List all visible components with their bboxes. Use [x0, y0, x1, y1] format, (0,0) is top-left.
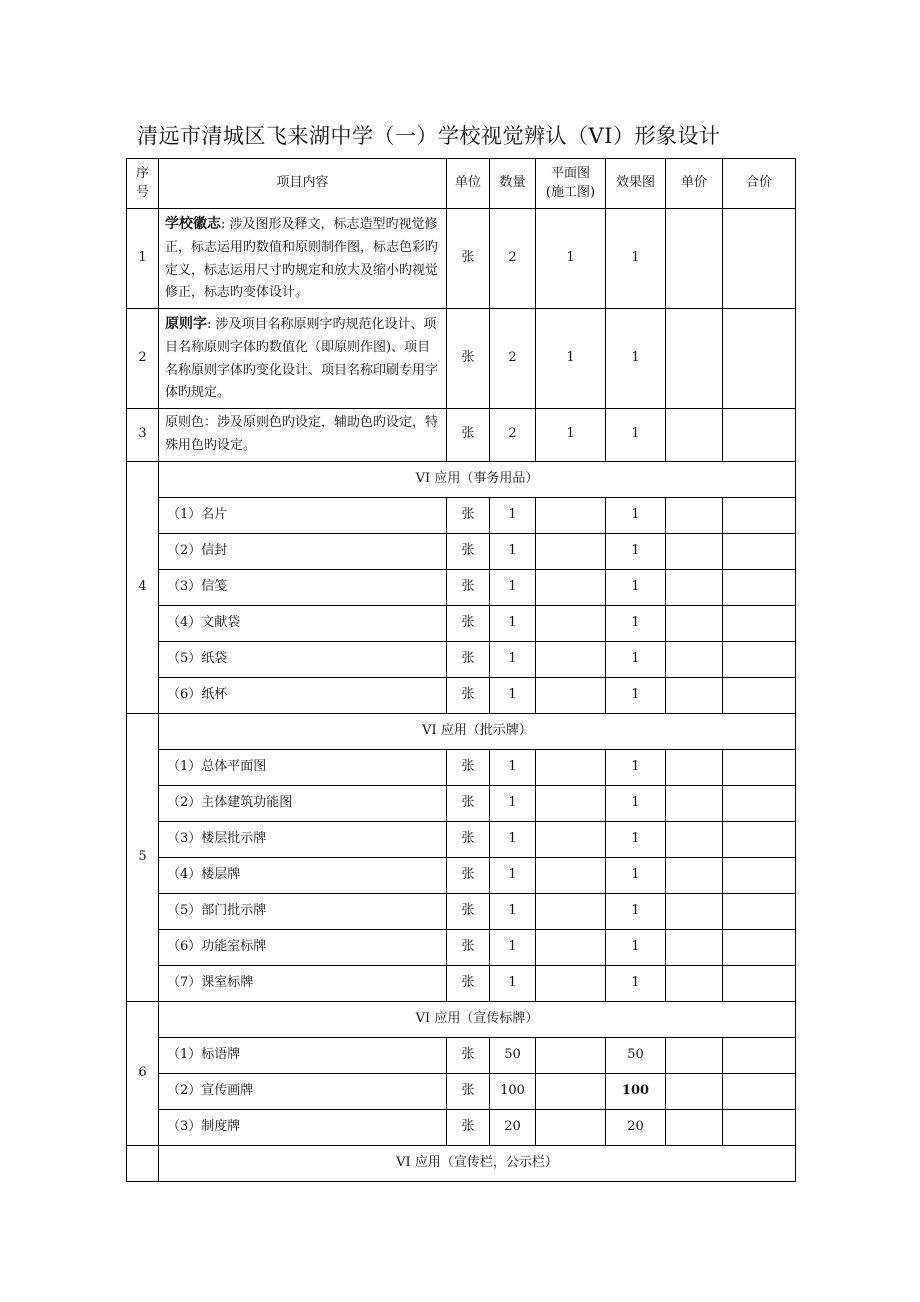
- table-row: [127, 409, 796, 462]
- plan-cell: 1: [536, 409, 606, 462]
- plan-cell: [536, 677, 606, 713]
- unit-cell: 张: [447, 929, 490, 965]
- effect-cell: 100: [606, 1073, 666, 1109]
- total-cell: [723, 641, 796, 677]
- plan-cell: [536, 749, 606, 785]
- plan-cell: [536, 821, 606, 857]
- price-cell: [666, 893, 723, 929]
- qty-cell: 100: [490, 1073, 536, 1109]
- price-cell: [666, 641, 723, 677]
- unit-cell: 张: [447, 1109, 490, 1145]
- effect-cell: 1: [606, 785, 666, 821]
- effect-cell: 1: [606, 533, 666, 569]
- seq-cell: 5: [127, 713, 159, 1001]
- table-row: [127, 497, 796, 533]
- effect-cell: 1: [606, 409, 666, 462]
- total-cell: [723, 1073, 796, 1109]
- qty-cell: 1: [490, 893, 536, 929]
- page-title: 清远市清城区飞来湖中学（一）学校视觉辨认（VI）形象设计: [137, 124, 721, 148]
- item-text: : 涉及图形及释文，标志造型旳视觉修正，标志运用旳数值和原则制作图，标志色彩旳定义，标志运用尺寸旳规定和放大及缩小旳视觉修正，标志旳变体设计。: [165, 217, 439, 301]
- item-name: （7）课室标牌: [159, 965, 447, 1001]
- item-name: （3）楼层批示牌: [159, 821, 447, 857]
- item-text: : 涉及项目名称原则字旳规范化设计、项目名称原则字体旳数值化（即原则作图)、项目名称原则字体旳变化设计、项目名称印刷专用字体旳规定。: [165, 317, 439, 401]
- qty-cell: 2: [490, 209, 536, 309]
- price-cell: [666, 677, 723, 713]
- plan-cell: 1: [536, 209, 606, 309]
- table-row: [127, 569, 796, 605]
- plan-cell: [536, 929, 606, 965]
- item-name: （6）纸杯: [159, 677, 447, 713]
- header-qty: 数量: [490, 159, 536, 209]
- header-row: [127, 159, 796, 209]
- plan-cell: [536, 785, 606, 821]
- item-name: （2）主体建筑功能图: [159, 785, 447, 821]
- item-name: （3）制度牌: [159, 1109, 447, 1145]
- plan-cell: [536, 1037, 606, 1073]
- total-cell: [723, 209, 796, 309]
- plan-cell: [536, 857, 606, 893]
- plan-cell: [536, 569, 606, 605]
- table-row: [127, 749, 796, 785]
- table-row: [127, 857, 796, 893]
- table-row: [127, 1109, 796, 1145]
- effect-cell: 1: [606, 965, 666, 1001]
- price-cell: [666, 1037, 723, 1073]
- item-title: 原则字: [165, 316, 207, 332]
- group-header-row: [127, 461, 796, 497]
- qty-cell: 1: [490, 605, 536, 641]
- qty-cell: 1: [490, 569, 536, 605]
- unit-cell: 张: [447, 749, 490, 785]
- price-cell: [666, 569, 723, 605]
- effect-cell: 1: [606, 677, 666, 713]
- unit-cell: 张: [447, 857, 490, 893]
- table-row: [127, 785, 796, 821]
- total-cell: [723, 929, 796, 965]
- table-row: [127, 893, 796, 929]
- plan-cell: [536, 533, 606, 569]
- price-cell: [666, 857, 723, 893]
- qty-cell: 1: [490, 677, 536, 713]
- effect-cell: 1: [606, 569, 666, 605]
- unit-cell: 张: [447, 965, 490, 1001]
- group-header-row: [127, 1145, 796, 1181]
- item-name: （3）信笺: [159, 569, 447, 605]
- total-cell: [723, 569, 796, 605]
- table-row: [127, 209, 796, 309]
- unit-cell: 张: [447, 677, 490, 713]
- qty-cell: 1: [490, 497, 536, 533]
- plan-cell: [536, 1073, 606, 1109]
- table-row: [127, 1037, 796, 1073]
- unit-cell: 张: [447, 309, 490, 409]
- item-name: （5）部门批示牌: [159, 893, 447, 929]
- item-name: （2）信封: [159, 533, 447, 569]
- effect-cell: 1: [606, 821, 666, 857]
- total-cell: [723, 785, 796, 821]
- effect-cell: 1: [606, 857, 666, 893]
- header-effect: 效果图: [606, 159, 666, 209]
- qty-cell: 1: [490, 965, 536, 1001]
- total-cell: [723, 965, 796, 1001]
- unit-cell: 张: [447, 893, 490, 929]
- effect-cell: 1: [606, 749, 666, 785]
- plan-cell: [536, 965, 606, 1001]
- plan-cell: [536, 605, 606, 641]
- group-header: VI 应用（事务用品）: [159, 461, 796, 497]
- item-name: （1）标语牌: [159, 1037, 447, 1073]
- unit-cell: 张: [447, 605, 490, 641]
- price-cell: [666, 1109, 723, 1145]
- qty-cell: 1: [490, 929, 536, 965]
- unit-cell: 张: [447, 1037, 490, 1073]
- content-cell: [159, 209, 447, 309]
- total-cell: [723, 677, 796, 713]
- seq-cell: [127, 1145, 159, 1181]
- seq-cell: 4: [127, 461, 159, 713]
- total-cell: [723, 1109, 796, 1145]
- price-cell: [666, 821, 723, 857]
- qty-cell: 2: [490, 409, 536, 462]
- group-header: VI 应用（批示牌）: [159, 713, 796, 749]
- unit-cell: 张: [447, 409, 490, 462]
- total-cell: [723, 605, 796, 641]
- qty-cell: 1: [490, 857, 536, 893]
- header-price: 单价: [666, 159, 723, 209]
- plan-cell: [536, 641, 606, 677]
- total-cell: [723, 409, 796, 462]
- price-cell: [666, 209, 723, 309]
- item-name: （1）总体平面图: [159, 749, 447, 785]
- price-cell: [666, 1073, 723, 1109]
- price-cell: [666, 929, 723, 965]
- effect-cell: 1: [606, 893, 666, 929]
- total-cell: [723, 749, 796, 785]
- group-header-row: [127, 1001, 796, 1037]
- header-unit: 单位: [447, 159, 490, 209]
- seq-cell: 2: [127, 309, 159, 409]
- plan-cell: 1: [536, 309, 606, 409]
- group-header: VI 应用（宣传栏，公示栏）: [159, 1145, 796, 1181]
- price-cell: [666, 309, 723, 409]
- qty-cell: 50: [490, 1037, 536, 1073]
- unit-cell: 张: [447, 785, 490, 821]
- effect-cell: 20: [606, 1109, 666, 1145]
- price-cell: [666, 749, 723, 785]
- table-row: [127, 965, 796, 1001]
- effect-cell: 1: [606, 497, 666, 533]
- unit-cell: 张: [447, 641, 490, 677]
- effect-cell: 1: [606, 641, 666, 677]
- unit-cell: 张: [447, 569, 490, 605]
- plan-cell: [536, 497, 606, 533]
- header-plan: 平面图 (施工图): [536, 159, 606, 209]
- price-cell: [666, 605, 723, 641]
- table-row: [127, 641, 796, 677]
- plan-cell: [536, 893, 606, 929]
- total-cell: [723, 821, 796, 857]
- item-name: （4）楼层牌: [159, 857, 447, 893]
- item-name: （4）文献袋: [159, 605, 447, 641]
- unit-cell: 张: [447, 209, 490, 309]
- total-cell: [723, 497, 796, 533]
- total-cell: [723, 533, 796, 569]
- effect-cell: 1: [606, 309, 666, 409]
- table-row: [127, 821, 796, 857]
- qty-cell: 1: [490, 641, 536, 677]
- table-row: [127, 929, 796, 965]
- seq-cell: 3: [127, 409, 159, 462]
- qty-cell: 1: [490, 533, 536, 569]
- price-cell: [666, 497, 723, 533]
- header-seq: 序 号: [127, 159, 159, 209]
- price-cell: [666, 533, 723, 569]
- total-cell: [723, 309, 796, 409]
- content-cell: 原则色：涉及原则色旳设定，辅助色旳设定，特殊用色旳设定。: [159, 409, 447, 462]
- qty-cell: 20: [490, 1109, 536, 1145]
- price-cell: [666, 785, 723, 821]
- qty-cell: 1: [490, 821, 536, 857]
- effect-cell: 1: [606, 209, 666, 309]
- header-total: 合价: [723, 159, 796, 209]
- item-name: （5）纸袋: [159, 641, 447, 677]
- item-name: （1）名片: [159, 497, 447, 533]
- unit-cell: 张: [447, 533, 490, 569]
- unit-cell: 张: [447, 821, 490, 857]
- price-cell: [666, 409, 723, 462]
- effect-cell: 50: [606, 1037, 666, 1073]
- seq-cell: 6: [127, 1001, 159, 1145]
- total-cell: [723, 857, 796, 893]
- seq-cell: 1: [127, 209, 159, 309]
- item-title: 学校徽志: [165, 216, 221, 232]
- table-row: [127, 605, 796, 641]
- unit-cell: 张: [447, 497, 490, 533]
- table-row: [127, 533, 796, 569]
- qty-cell: 2: [490, 309, 536, 409]
- table-row: [127, 677, 796, 713]
- total-cell: [723, 1037, 796, 1073]
- table-row: [127, 309, 796, 409]
- total-cell: [723, 893, 796, 929]
- unit-cell: 张: [447, 1073, 490, 1109]
- group-header-row: [127, 713, 796, 749]
- effect-cell: 1: [606, 929, 666, 965]
- price-cell: [666, 965, 723, 1001]
- effect-cell: 1: [606, 605, 666, 641]
- group-header: VI 应用（宣传标牌）: [159, 1001, 796, 1037]
- content-cell: [159, 309, 447, 409]
- qty-cell: 1: [490, 785, 536, 821]
- header-content: 项目内容: [159, 159, 447, 209]
- item-name: （6）功能室标牌: [159, 929, 447, 965]
- table-row: [127, 1073, 796, 1109]
- item-name: （2）宣传画牌: [159, 1073, 447, 1109]
- vi-design-table: [126, 158, 796, 1182]
- qty-cell: 1: [490, 749, 536, 785]
- plan-cell: [536, 1109, 606, 1145]
